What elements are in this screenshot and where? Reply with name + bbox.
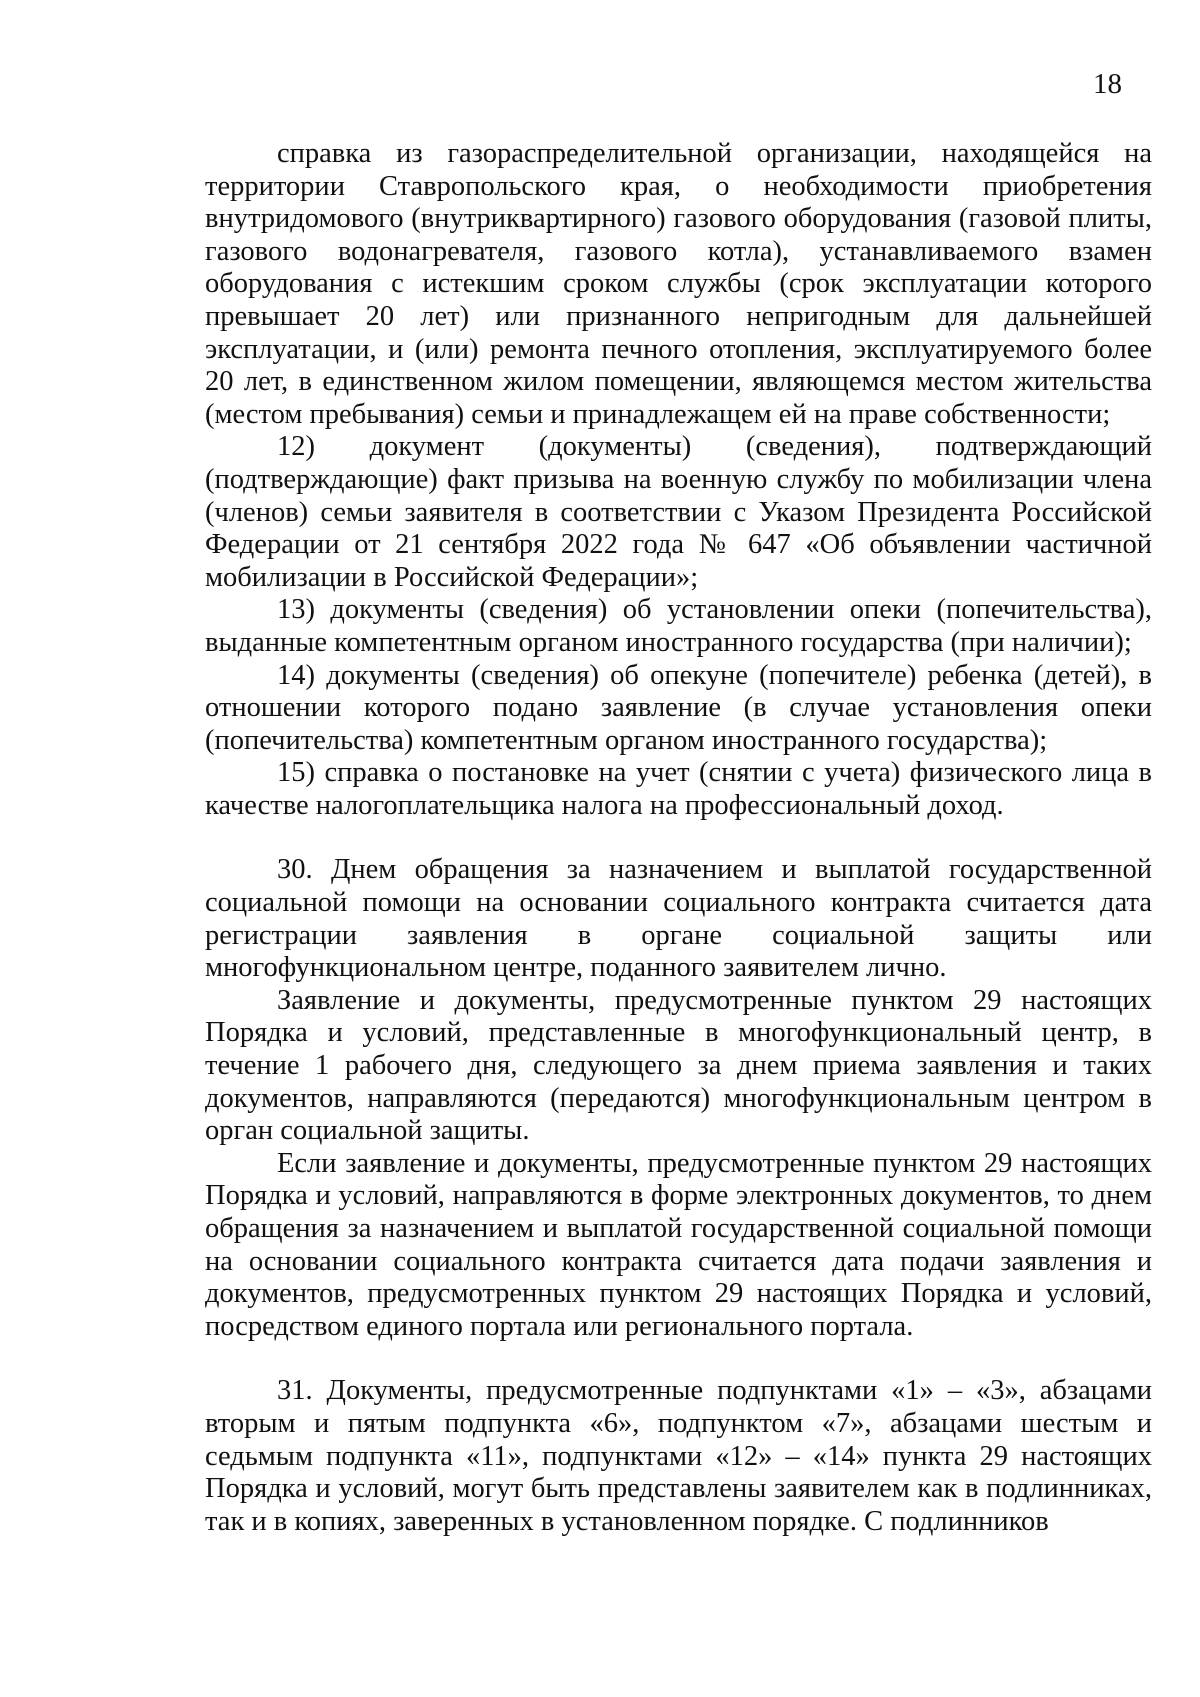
paragraph-clause-31: 31. Документы, предусмотренные подпунктами «1» – «3», абзацами вторым и пятым подпункта «6», подпунктом «7», абзацами шестым и седьмым подпункта «11», подпунктами «12» – «14» пункта 29 настоящих Порядка и условий, могут быть представлены заявителем как в подлинниках, так и в копиях, заверенных в установленном порядке. С подлинников xyxy=(205,1375,1152,1537)
paragraph-item-14: 14) документы (сведения) об опекуне (попечителе) ребенка (детей), в отношении которого подано заявление (в случае установления опеки (попечительства) компетентным органом иностранного государства); xyxy=(205,659,1152,756)
paragraph-item-15: 15) справка о постановке на учет (снятии с учета) физического лица в качестве налогоплательщика налога на профессиональный доход. xyxy=(205,757,1152,821)
paragraph-clause-30-electronic: Если заявление и документы, предусмотренные пунктом 29 настоящих Порядка и условий, направляются в форме электронных документов, то днем обращения за назначением и выплатой государственной социальной помощи на основании социального контракта считается дата подачи заявления и документов, предусмотренных пунктом 29 настоящих Порядка и условий, посредством единого портала или регионального портала. xyxy=(205,1147,1152,1342)
paragraph-item-12: 12) документ (документы) (сведения), подтверждающий (подтверждающие) факт призыва на военную службу по мобилизации члена (членов) семьи заявителя в соответствии с Указом Президента Российской Федерации от 21 сентября 2022 года № 647 «Об объявлении частичной мобилизации в Российской Федерации»; xyxy=(205,431,1152,593)
document-body xyxy=(205,138,1152,1538)
paragraph-clause-30: 30. Днем обращения за назначением и выплатой государственной социальной помощи на основании социального контракта считается дата регистрации заявления в органе социальной защиты или многофункциональном центре, поданного заявителем лично. xyxy=(205,854,1152,984)
paragraph-gas-certificate: справка из газораспределительной организации, находящейся на территории Ставропольского края, о необходимости приобретения внутридомового (внутриквартирного) газового оборудования (газовой плиты, газового водонагревателя, газового котла), устанавливаемого взамен оборудования с истекшим сроком службы (срок эксплуатации которого превышает 20 лет) или признанного непригодным для дальнейшей эксплуатации, и (или) ремонта печного отопления, эксплуатируемого более 20 лет, в единственном жилом помещении, являющемся местом жительства (местом пребывания) семьи и принадлежащем ей на праве собственности; xyxy=(205,138,1152,430)
paragraph-clause-30-documents: Заявление и документы, предусмотренные пунктом 29 настоящих Порядка и условий, представленные в многофункциональный центр, в течение 1 рабочего дня, следующего за днем приема заявления и таких документов, направляются (передаются) многофункциональным центром в орган социальной защиты. xyxy=(205,984,1152,1147)
page-number: 18 xyxy=(1093,68,1122,100)
paragraph-item-13: 13) документы (сведения) об установлении опеки (попечительства), выданные компетентным органом иностранного государства (при наличии); xyxy=(205,594,1152,658)
